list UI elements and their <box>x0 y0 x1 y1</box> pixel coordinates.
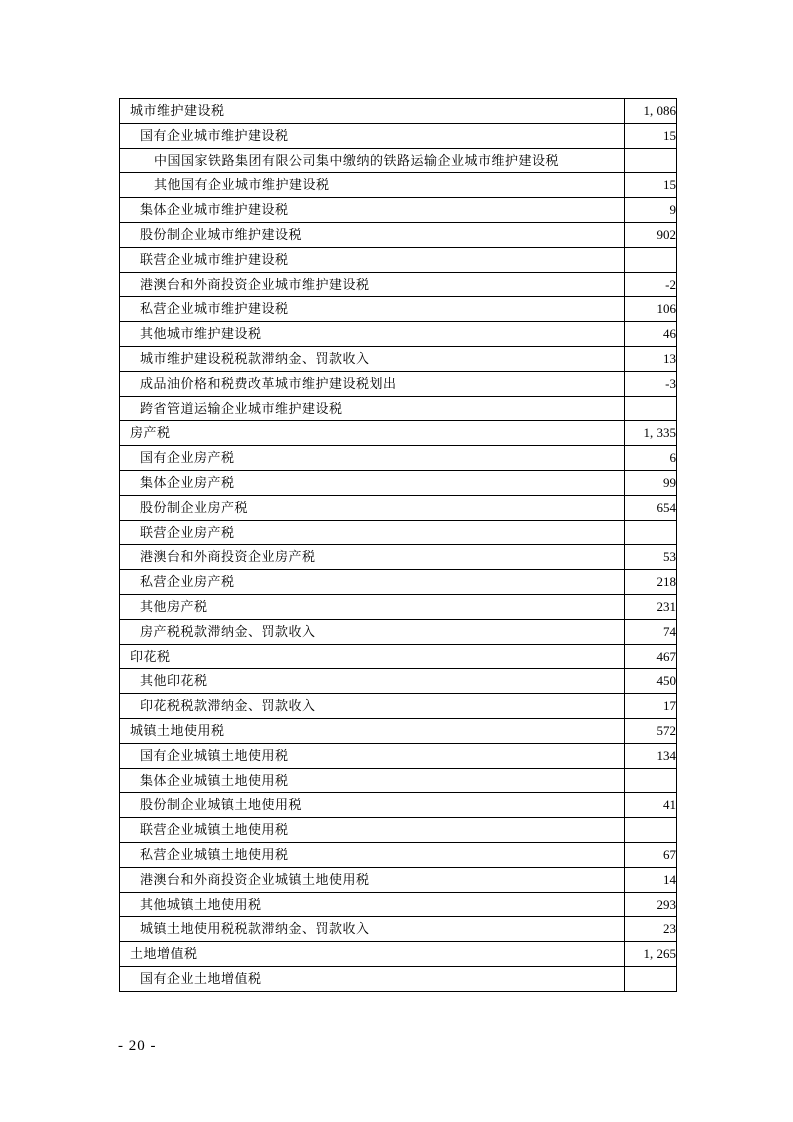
table-row <box>120 867 677 892</box>
table-row <box>120 346 677 371</box>
row-label: 国有企业城镇土地使用税 <box>120 743 625 768</box>
page-number: - 20 - <box>118 1038 157 1054</box>
row-label: 中国国家铁路集团有限公司集中缴纳的铁路运输企业城市维护建设税 <box>120 148 625 173</box>
row-label: 股份制企业城市维护建设税 <box>120 222 625 247</box>
row-label: 集体企业房产税 <box>120 470 625 495</box>
row-value <box>625 520 677 545</box>
row-value: 134 <box>625 743 677 768</box>
row-label: 股份制企业房产税 <box>120 495 625 520</box>
row-value <box>625 768 677 793</box>
table-row <box>120 470 677 495</box>
row-value: 106 <box>625 297 677 322</box>
row-label: 城镇土地使用税 <box>120 718 625 743</box>
row-label: 房产税 <box>120 421 625 446</box>
table-row <box>120 272 677 297</box>
row-label: 联营企业城市维护建设税 <box>120 247 625 272</box>
row-label: 成品油价格和税费改革城市维护建设税划出 <box>120 371 625 396</box>
row-label: 印花税 <box>120 644 625 669</box>
table-row <box>120 123 677 148</box>
row-value: 902 <box>625 222 677 247</box>
table-row <box>120 99 677 124</box>
row-value: 467 <box>625 644 677 669</box>
row-label: 城镇土地使用税税款滞纳金、罚款收入 <box>120 917 625 942</box>
row-label: 其他城市维护建设税 <box>120 322 625 347</box>
row-value: 654 <box>625 495 677 520</box>
table-row <box>120 520 677 545</box>
row-label: 集体企业城市维护建设税 <box>120 198 625 223</box>
row-value: -2 <box>625 272 677 297</box>
row-value <box>625 966 677 991</box>
row-value: 293 <box>625 892 677 917</box>
table-row <box>120 222 677 247</box>
row-value: 23 <box>625 917 677 942</box>
row-label: 其他城镇土地使用税 <box>120 892 625 917</box>
table-row <box>120 322 677 347</box>
row-label: 国有企业城市维护建设税 <box>120 123 625 148</box>
table-row <box>120 371 677 396</box>
table-row <box>120 842 677 867</box>
row-value: 218 <box>625 570 677 595</box>
row-label: 其他国有企业城市维护建设税 <box>120 173 625 198</box>
table-row <box>120 545 677 570</box>
table-row <box>120 495 677 520</box>
table-row <box>120 148 677 173</box>
row-label: 城市维护建设税 <box>120 99 625 124</box>
table-row <box>120 892 677 917</box>
table-row <box>120 247 677 272</box>
table-row <box>120 619 677 644</box>
table-row <box>120 768 677 793</box>
row-value: 53 <box>625 545 677 570</box>
row-value: 15 <box>625 123 677 148</box>
row-label: 私营企业城镇土地使用税 <box>120 842 625 867</box>
table-row <box>120 446 677 471</box>
table-row <box>120 396 677 421</box>
row-label: 城市维护建设税税款滞纳金、罚款收入 <box>120 346 625 371</box>
row-label: 跨省管道运输企业城市维护建设税 <box>120 396 625 421</box>
table-row <box>120 694 677 719</box>
table-row <box>120 966 677 991</box>
row-value: -3 <box>625 371 677 396</box>
row-value: 231 <box>625 594 677 619</box>
row-value: 9 <box>625 198 677 223</box>
row-label: 房产税税款滞纳金、罚款收入 <box>120 619 625 644</box>
row-label: 土地增值税 <box>120 942 625 967</box>
row-value <box>625 148 677 173</box>
table-row <box>120 297 677 322</box>
table-row <box>120 198 677 223</box>
row-value: 17 <box>625 694 677 719</box>
table-row <box>120 743 677 768</box>
table-row <box>120 818 677 843</box>
table-row <box>120 173 677 198</box>
table-row <box>120 793 677 818</box>
row-label: 港澳台和外商投资企业城镇土地使用税 <box>120 867 625 892</box>
row-label: 印花税税款滞纳金、罚款收入 <box>120 694 625 719</box>
row-value: 450 <box>625 669 677 694</box>
table-row <box>120 594 677 619</box>
table-row <box>120 570 677 595</box>
row-value: 41 <box>625 793 677 818</box>
table-row <box>120 718 677 743</box>
table-row <box>120 644 677 669</box>
row-label: 私营企业城市维护建设税 <box>120 297 625 322</box>
row-value: 1, 086 <box>625 99 677 124</box>
row-value <box>625 818 677 843</box>
row-value: 99 <box>625 470 677 495</box>
row-value <box>625 396 677 421</box>
row-label: 联营企业房产税 <box>120 520 625 545</box>
row-label: 私营企业房产税 <box>120 570 625 595</box>
row-label: 其他印花税 <box>120 669 625 694</box>
row-value: 46 <box>625 322 677 347</box>
row-value: 67 <box>625 842 677 867</box>
tax-table-body <box>120 99 677 992</box>
row-value: 15 <box>625 173 677 198</box>
row-value: 74 <box>625 619 677 644</box>
row-value: 14 <box>625 867 677 892</box>
row-label: 股份制企业城镇土地使用税 <box>120 793 625 818</box>
row-value: 572 <box>625 718 677 743</box>
table-row <box>120 917 677 942</box>
table-row <box>120 421 677 446</box>
table-row <box>120 942 677 967</box>
row-label: 集体企业城镇土地使用税 <box>120 768 625 793</box>
row-label: 港澳台和外商投资企业房产税 <box>120 545 625 570</box>
row-value: 1, 265 <box>625 942 677 967</box>
row-label: 港澳台和外商投资企业城市维护建设税 <box>120 272 625 297</box>
row-value <box>625 247 677 272</box>
row-value: 6 <box>625 446 677 471</box>
row-label: 国有企业土地增值税 <box>120 966 625 991</box>
row-label: 联营企业城镇土地使用税 <box>120 818 625 843</box>
tax-revenue-table <box>119 98 677 992</box>
row-label: 其他房产税 <box>120 594 625 619</box>
row-value: 1, 335 <box>625 421 677 446</box>
row-value: 13 <box>625 346 677 371</box>
table-row <box>120 669 677 694</box>
row-label: 国有企业房产税 <box>120 446 625 471</box>
